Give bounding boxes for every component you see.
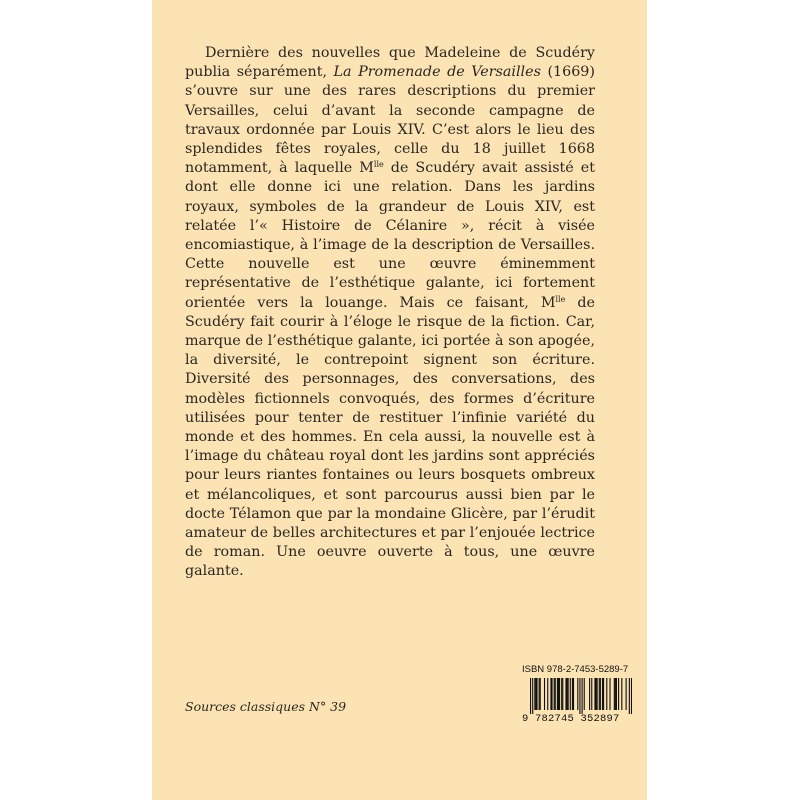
barcode-bar	[547, 678, 548, 710]
barcode-bar	[570, 678, 571, 710]
barcode-bar	[565, 678, 566, 710]
barcode-bar	[614, 678, 615, 710]
barcode-bar	[551, 678, 552, 710]
barcode-bar	[532, 678, 533, 714]
barcode-bar	[559, 678, 560, 710]
blurb-text-3: de Scudéry avait assisté et dont elle donne ici une relation. Dans les jardins royaux, symboles de la grandeur de Louis XIV, est relatée l’« Histoire de Célanire », récit à visée encomiastique, à l’image de la description de Versailles. Cette nouvelle est une œuvre éminemment représentative de l’esthétique galante, ici fortement orientée vers la louange. Mais ce faisant, M	[185, 160, 595, 311]
barcode-bar	[567, 678, 568, 710]
barcode-bar	[621, 678, 622, 710]
barcode-bar	[540, 678, 541, 710]
barcode-bar	[594, 678, 595, 710]
barcode-bar	[597, 678, 598, 710]
back-cover-blurb	[185, 44, 595, 582]
barcode-bar	[535, 678, 536, 710]
barcode-bar	[534, 678, 535, 710]
barcode-bar	[606, 678, 607, 710]
barcode-bar	[573, 678, 574, 710]
barcode-bar	[562, 678, 563, 710]
barcode-bar	[599, 678, 600, 710]
barcode-bar	[626, 678, 627, 710]
barcode-bar	[554, 678, 555, 710]
superscript-lle-1: lle	[373, 160, 384, 170]
barcode-bar	[591, 678, 592, 710]
barcode-bar	[558, 678, 559, 710]
barcode-bar	[595, 678, 596, 710]
barcode-bar	[550, 678, 551, 710]
barcode-bars	[530, 678, 632, 714]
barcode-bar	[539, 678, 540, 710]
barcode-bar	[572, 678, 573, 710]
barcode-bar	[582, 678, 583, 714]
barcode-bar	[629, 678, 630, 714]
blurb-text-4: de Scudéry fait courir à l’éloge le risque de la fiction. Car, marque de l’esthétique galante, ici portée à son apogée, la diversité, le contrepoint signent son écriture. Diversité des personnages, des conversations, des modèles fictionnels convoqués, des formes d’écriture utilisées pour tenter de restituer l’infinie variété du monde et des hommes. En cela aussi, la nouvelle est à l’image du château royal dont les jardins sont appréciés pour leurs riantes fontaines ou leurs bosquets ombreux et mélancoliques, et sont parcourus aussi bien par le docte Télamon que par la mondaine Glicère, par l’érudit amateur de belles architectures et par l’enjouée lectrice de roman. Une oeuvre ouverte à tous, une œuvre galante.	[185, 294, 595, 580]
isbn-label: ISBN 978-2-7453-5289-7	[522, 664, 629, 675]
barcode-bar	[631, 678, 632, 714]
barcode-bar	[602, 678, 603, 710]
barcode-bar	[530, 678, 531, 714]
barcode-bar	[561, 678, 562, 710]
barcode-bar	[577, 678, 578, 710]
ean-digits: 9 782745 352897	[522, 713, 620, 725]
barcode-bar	[584, 678, 585, 710]
barcode-bar	[615, 678, 616, 710]
barcode-bar	[618, 678, 619, 710]
isbn-barcode	[522, 664, 640, 726]
book-title-italic: La Promenade de Versailles	[333, 64, 541, 81]
barcode-bar	[536, 678, 537, 710]
barcode-bar	[600, 678, 601, 710]
barcode-bar	[555, 678, 556, 710]
barcode-bar	[579, 678, 580, 714]
barcode-bar	[557, 678, 558, 710]
barcode-bar	[609, 678, 610, 710]
blurb-text-2: (1669) s’ouvre sur une des rares descriptions du premier Versailles, celui d’avant la seconde campagne de travaux ordonnée par Louis XIV. C’est alors le lieu des splendides fêtes royales, celle du 18 juillet 1668 notamment, à laquelle M	[185, 64, 595, 177]
barcode-bar	[568, 678, 569, 710]
back-cover	[152, 0, 647, 800]
series-label: Sources classiques N° 39	[185, 699, 347, 714]
barcode-bar	[616, 678, 617, 710]
superscript-lle-2: lle	[555, 294, 566, 304]
barcode-bar	[589, 678, 590, 710]
blurb-text-1: Dernière des nouvelles que Madeleine de Scudéry publia séparément,	[185, 45, 595, 81]
barcode-bar	[544, 678, 545, 710]
barcode-bar	[603, 678, 604, 710]
